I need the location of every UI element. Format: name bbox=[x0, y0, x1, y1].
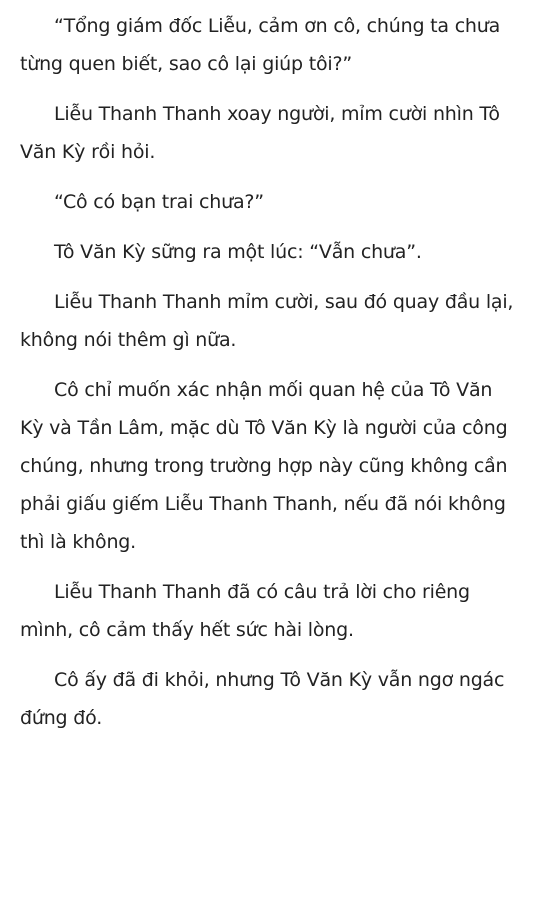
paragraph: Liễu Thanh Thanh mỉm cười, sau đó quay đầu lại, không nói thêm gì nữa. bbox=[20, 291, 514, 351]
paragraph: Liễu Thanh Thanh xoay người, mỉm cười nhìn Tô Văn Kỳ rồi hỏi. bbox=[20, 103, 500, 163]
paragraph: Cô ấy đã đi khỏi, nhưng Tô Văn Kỳ vẫn ngơ ngác đứng đó. bbox=[20, 669, 505, 729]
paragraph: Tô Văn Kỳ sững ra một lúc: “Vẫn chưa”. bbox=[54, 241, 422, 263]
paragraph: “Tổng giám đốc Liễu, cảm ơn cô, chúng ta chưa từng quen biết, sao cô lại giúp tôi?” bbox=[20, 15, 501, 75]
paragraph: Liễu Thanh Thanh đã có câu trả lời cho riêng mình, cô cảm thấy hết sức hài lòng. bbox=[20, 581, 470, 641]
paragraph: “Cô có bạn trai chưa?” bbox=[54, 191, 264, 213]
paragraph: Cô chỉ muốn xác nhận mối quan hệ của Tô Văn Kỳ và Tần Lâm, mặc dù Tô Văn Kỳ là người của công chúng, nhưng trong trường hợp này cũng không cần phải giấu giếm Liễu Thanh Thanh, nếu đã nói không thì là không. bbox=[20, 379, 508, 553]
